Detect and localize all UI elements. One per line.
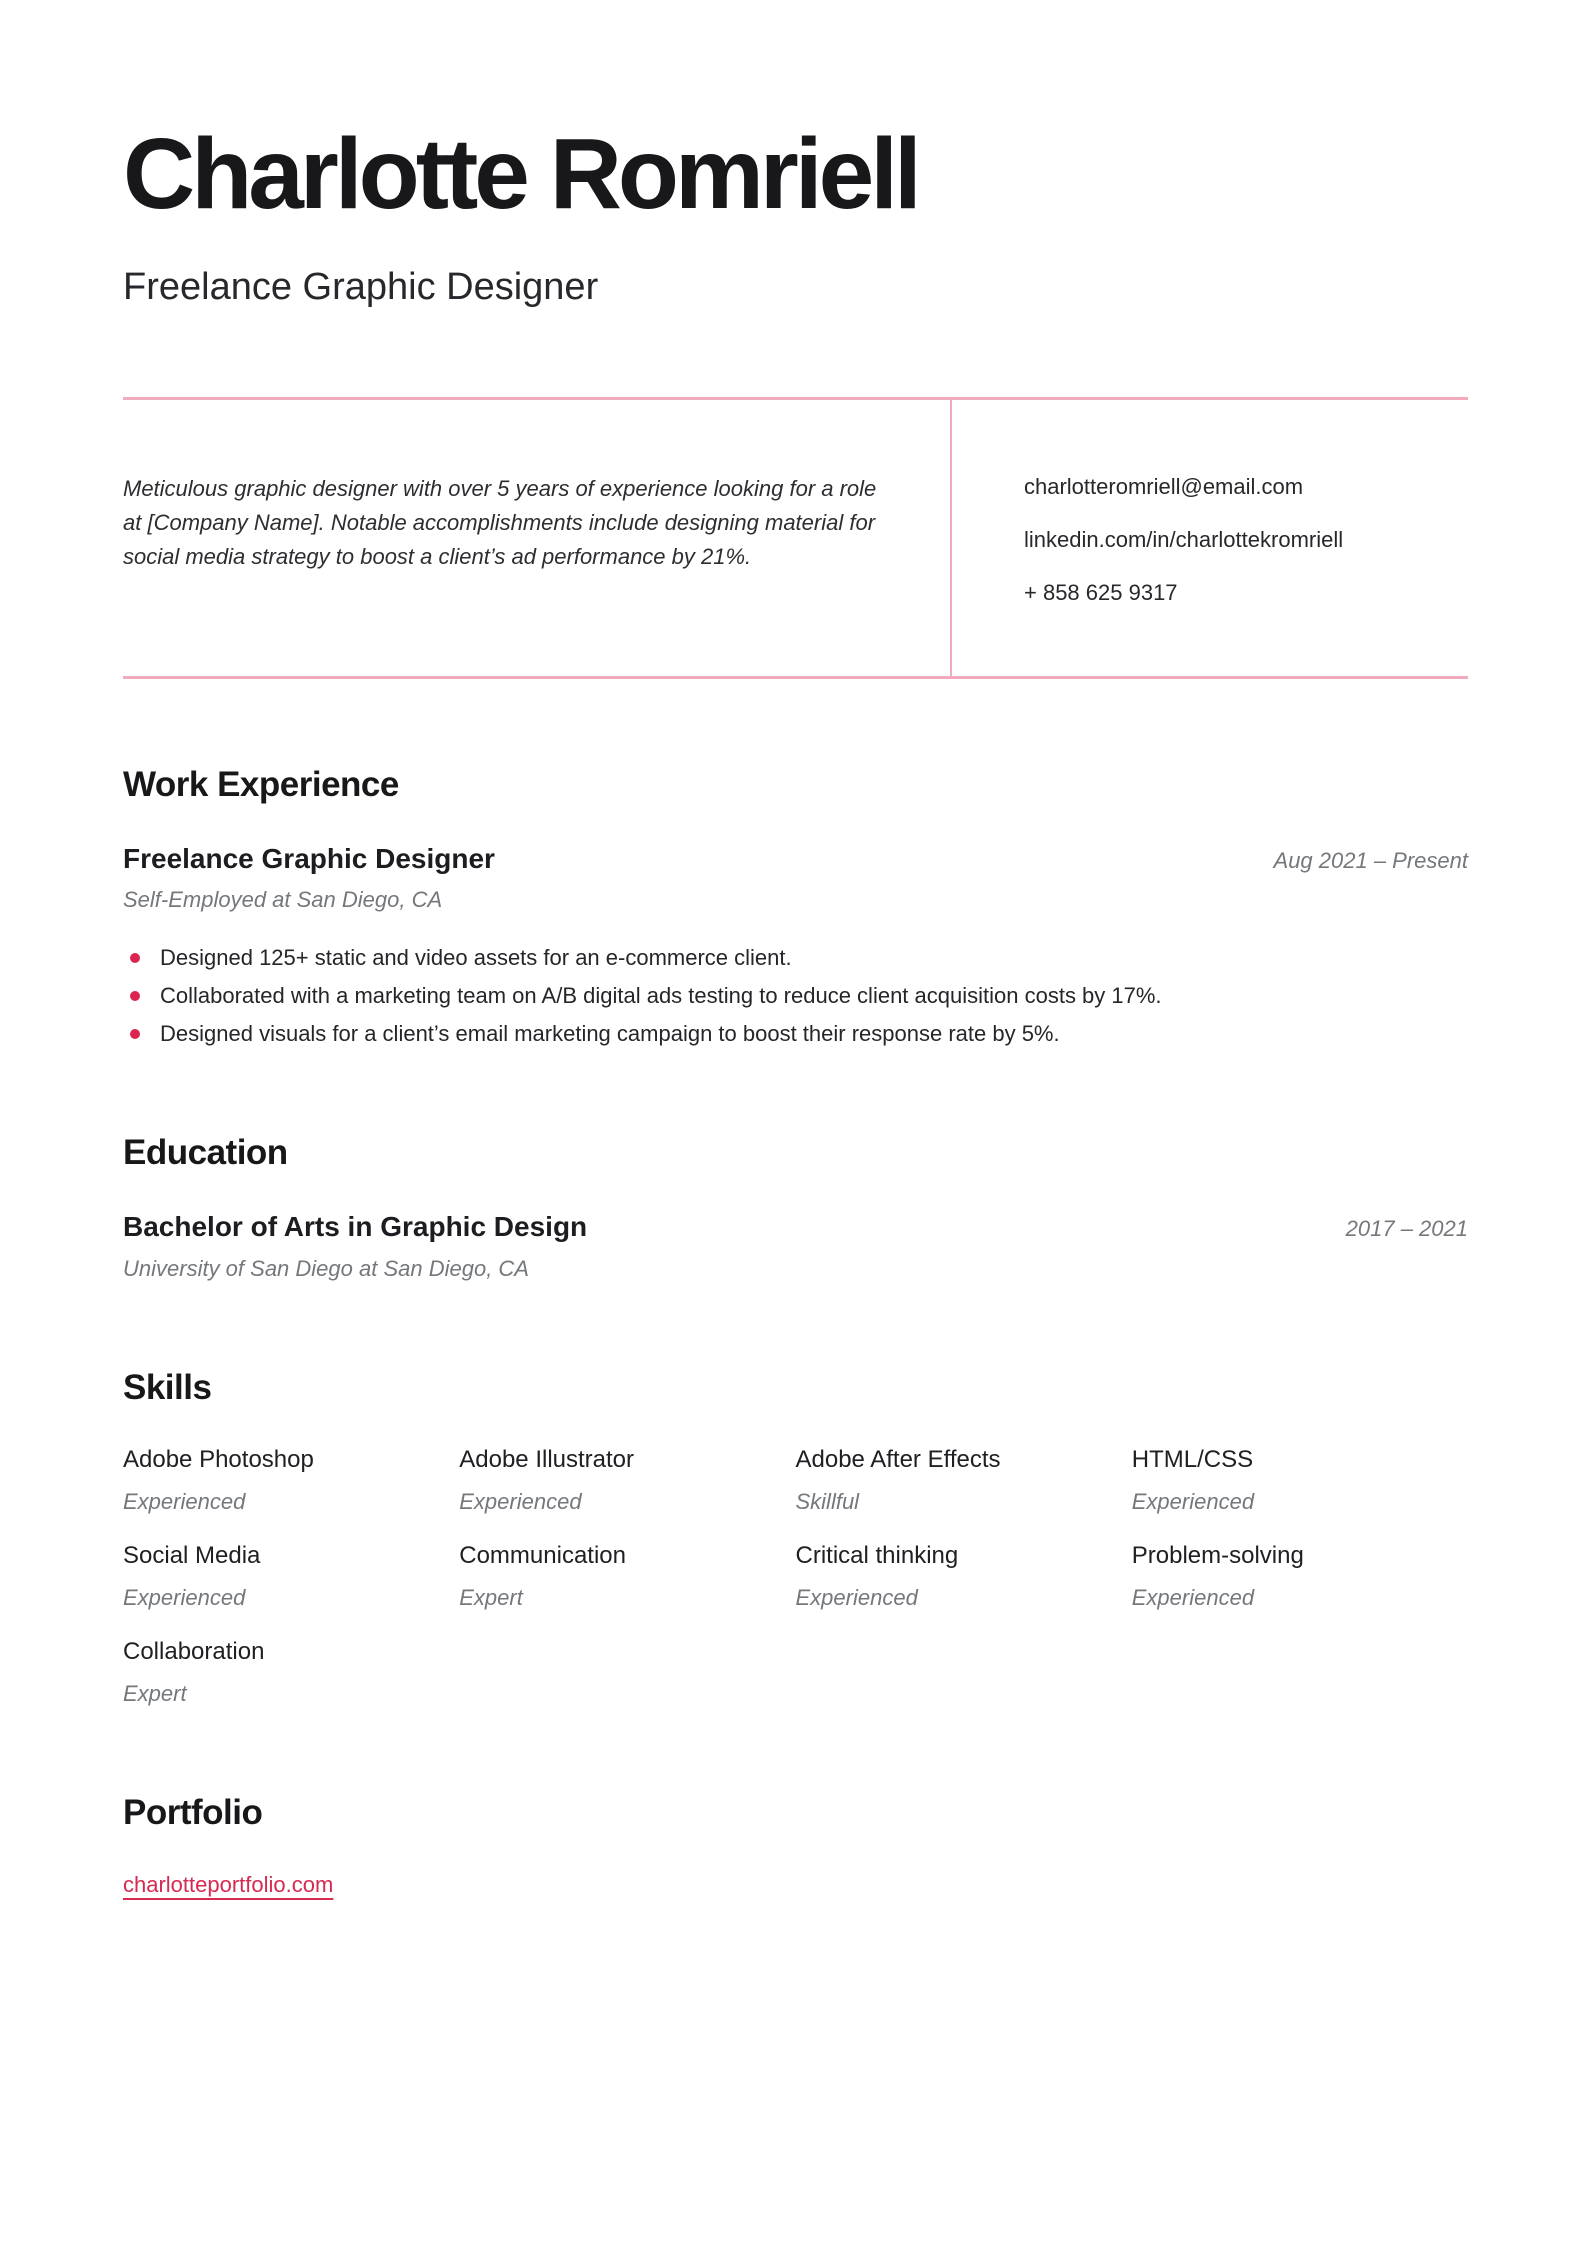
job-dates: Aug 2021 – Present [1273,847,1468,873]
school-subtitle: University of San Diego at San Diego, CA [123,1255,529,1281]
contact-email: charlotteromriell@email.com [1024,473,1304,499]
skill-item [796,1445,1132,1515]
skill-level: Experienced [459,1488,582,1514]
skill-level: Experienced [795,1584,918,1610]
education-section [123,1132,1468,1282]
work-section [123,764,1468,1048]
portfolio-section [123,1792,1468,1898]
summary-text: Meticulous graphic designer with over 5 years of experience looking for a role at [Company Name]. Notable accomplishments include designing material for social media strategy to boost a client’s ad performance by 21%. [123,475,877,569]
job-title: Freelance Graphic Designer [123,842,495,874]
bullet-item: Collaborated with a marketing team on A/B digital ads testing to reduce client acquisition costs by 17%. [123,983,1468,1009]
skill-name: Adobe After Effects [795,1445,1001,1473]
skill-level: Expert [459,1584,523,1610]
skills-grid [123,1445,1468,1707]
contact-linkedin: linkedin.com/in/charlottekromriell [1024,526,1344,552]
contact-phone: + 858 625 9317 [1024,579,1178,605]
skill-level: Experienced [1131,1488,1255,1514]
skill-name: Problem-solving [1131,1541,1304,1569]
skill-name: HTML/CSS [1131,1445,1254,1473]
skill-item [1132,1445,1468,1515]
name-heading: Charlotte Romriell [123,118,918,230]
skill-name: Communication [459,1541,626,1569]
education-heading: Education [123,1133,288,1173]
bullet-item: Designed 125+ static and video assets for an e-commerce client. [123,945,1468,971]
degree-entry-header [123,1210,1468,1244]
skill-item [1132,1541,1468,1611]
contact-column [952,400,1468,676]
skill-level: Experienced [123,1584,246,1610]
intro-section [123,397,1468,679]
skill-item [123,1541,459,1611]
skill-level: Skillful [795,1488,860,1514]
skill-level: Experienced [1131,1584,1255,1610]
skills-section [123,1367,1468,1707]
job-bullets [123,945,1468,1047]
degree-title: Bachelor of Arts in Graphic Design [123,1211,588,1243]
portfolio-heading: Portfolio [123,1792,263,1832]
skills-heading: Skills [123,1367,212,1407]
portfolio-link[interactable]: charlotteportfolio.com [123,1871,334,1897]
summary-column [123,400,952,676]
work-heading: Work Experience [123,764,399,804]
skill-item [123,1637,459,1707]
degree-dates: 2017 – 2021 [1345,1216,1468,1242]
skill-item [796,1541,1132,1611]
bullet-item: Designed visuals for a client’s email marketing campaign to boost their response rate by 5%. [123,1021,1468,1047]
job-entry-header [123,842,1468,876]
skill-name: Critical thinking [795,1541,959,1569]
skill-item [123,1445,459,1515]
skill-name: Adobe Photoshop [123,1445,314,1473]
skill-item [459,1541,795,1611]
skill-level: Experienced [123,1488,246,1514]
job-title-subtitle: Freelance Graphic Designer [123,266,599,308]
skill-item [459,1445,795,1515]
skill-name: Collaboration [123,1637,265,1665]
skill-name: Social Media [123,1541,261,1569]
skill-level: Expert [123,1680,187,1706]
job-subtitle: Self-Employed at San Diego, CA [123,887,443,913]
skill-name: Adobe Illustrator [459,1445,635,1473]
